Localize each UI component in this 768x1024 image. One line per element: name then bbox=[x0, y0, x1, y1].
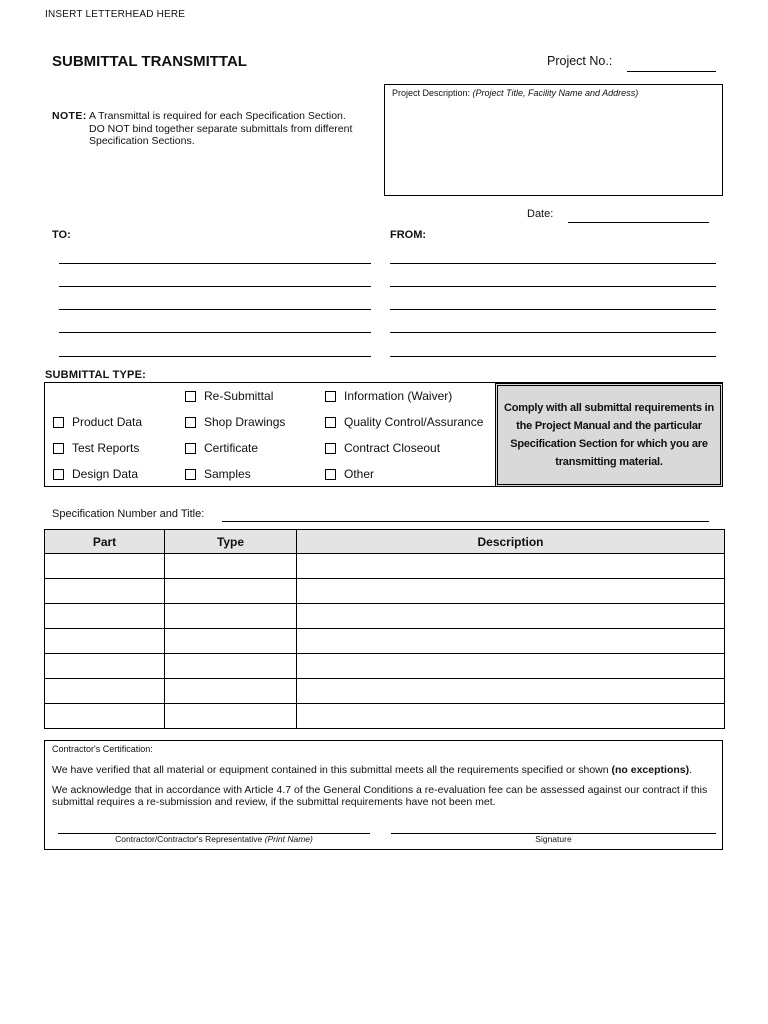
checkbox-label: Samples bbox=[204, 467, 251, 481]
cell-description[interactable] bbox=[297, 604, 725, 629]
representative-label-text: Contractor/Contractor's Representative bbox=[115, 834, 263, 844]
column-header-part: Part bbox=[45, 530, 165, 554]
to-line-3[interactable] bbox=[59, 294, 371, 310]
cell-description[interactable] bbox=[297, 654, 725, 679]
checkbox-samples[interactable] bbox=[185, 469, 196, 480]
checkbox-re-submittal[interactable] bbox=[185, 391, 196, 402]
from-line-5[interactable] bbox=[390, 341, 716, 357]
table-row bbox=[45, 679, 725, 704]
checkbox-label: Other bbox=[344, 467, 375, 481]
signature-field[interactable] bbox=[391, 820, 716, 834]
checkbox-design-data[interactable] bbox=[53, 469, 64, 480]
cell-part[interactable] bbox=[45, 654, 165, 679]
from-line-2[interactable] bbox=[390, 271, 716, 287]
project-description-title: Project Description: bbox=[392, 88, 471, 98]
cell-type[interactable] bbox=[165, 679, 297, 704]
table-row bbox=[45, 604, 725, 629]
project-description-label bbox=[392, 88, 638, 98]
representative-label-hint: (Print Name) bbox=[264, 834, 313, 844]
from-line-1[interactable] bbox=[390, 248, 716, 264]
checkbox-quality-control[interactable] bbox=[325, 417, 336, 428]
cell-description[interactable] bbox=[297, 629, 725, 654]
cell-part[interactable] bbox=[45, 629, 165, 654]
cell-description[interactable] bbox=[297, 704, 725, 729]
certification-statement bbox=[52, 764, 712, 776]
checkbox-test-reports[interactable] bbox=[53, 443, 64, 454]
table-row bbox=[45, 629, 725, 654]
cell-description[interactable] bbox=[297, 579, 725, 604]
cell-part[interactable] bbox=[45, 704, 165, 729]
checkbox-label: Shop Drawings bbox=[204, 415, 286, 429]
note-label: NOTE: bbox=[52, 110, 87, 122]
checkbox-label: Test Reports bbox=[72, 441, 140, 455]
checkbox-label: Quality Control/Assurance bbox=[344, 415, 484, 429]
from-line-4[interactable] bbox=[390, 317, 716, 333]
note-line: Specification Sections. bbox=[89, 135, 195, 147]
to-line-2[interactable] bbox=[59, 271, 371, 287]
certification-box bbox=[44, 740, 723, 850]
checkbox-label: Information (Waiver) bbox=[344, 389, 453, 403]
project-description-box[interactable] bbox=[384, 84, 723, 196]
table-row bbox=[45, 704, 725, 729]
date-label: Date: bbox=[527, 208, 554, 220]
certification-statement-end: . bbox=[689, 764, 693, 776]
note-text bbox=[89, 110, 352, 148]
checkbox-other[interactable] bbox=[325, 469, 336, 480]
checkbox-shop-drawings[interactable] bbox=[185, 417, 196, 428]
checkbox-label: Certificate bbox=[204, 441, 259, 455]
cell-part[interactable] bbox=[45, 554, 165, 579]
cell-type[interactable] bbox=[165, 629, 297, 654]
table-row bbox=[45, 554, 725, 579]
compliance-notice-text: Comply with all submittal requirements in the Project Manual and the particular Specification Section for which you are transmitting material. bbox=[503, 402, 714, 468]
cell-part[interactable] bbox=[45, 579, 165, 604]
parts-table bbox=[44, 529, 725, 729]
cell-type[interactable] bbox=[165, 604, 297, 629]
from-label: FROM: bbox=[390, 229, 427, 241]
checkbox-label: Design Data bbox=[72, 467, 139, 481]
column-header-description: Description bbox=[297, 530, 725, 554]
checkbox-label: Contract Closeout bbox=[344, 441, 441, 455]
checkbox-contract-closeout[interactable] bbox=[325, 443, 336, 454]
page-title: SUBMITTAL TRANSMITTAL bbox=[52, 53, 247, 70]
cell-type[interactable] bbox=[165, 554, 297, 579]
certification-label: Contractor's Certification: bbox=[52, 744, 153, 754]
to-label: TO: bbox=[52, 229, 71, 241]
cell-type[interactable] bbox=[165, 704, 297, 729]
checkbox-label: Product Data bbox=[72, 415, 143, 429]
compliance-notice bbox=[495, 383, 723, 487]
table-row bbox=[45, 654, 725, 679]
specification-label: Specification Number and Title: bbox=[52, 508, 205, 520]
table-row bbox=[45, 579, 725, 604]
table-header-row bbox=[45, 530, 725, 554]
representative-name-label bbox=[58, 834, 370, 844]
project-no-field[interactable] bbox=[627, 56, 716, 72]
column-header-type: Type bbox=[165, 530, 297, 554]
cell-part[interactable] bbox=[45, 604, 165, 629]
certification-acknowledgement: We acknowledge that in accordance with Article 4.7 of the General Conditions a re-evaluation fee can be assessed against our contract if this submittal requires a re-submission and review, if the submittal requirements have not been met. bbox=[52, 784, 708, 808]
cell-description[interactable] bbox=[297, 554, 725, 579]
project-no-label: Project No.: bbox=[547, 54, 613, 68]
checkbox-label: Re-Submittal bbox=[204, 389, 274, 403]
submittal-type-label: SUBMITTAL TYPE: bbox=[45, 369, 146, 381]
checkbox-information-waiver[interactable] bbox=[325, 391, 336, 402]
note-line: DO NOT bind together separate submittals from different bbox=[89, 122, 353, 135]
signature-label: Signature bbox=[535, 834, 572, 844]
certification-statement-text: We have verified that all material or equipment contained in this submittal meets all the requirements specified or shown bbox=[52, 764, 609, 776]
checkbox-product-data[interactable] bbox=[53, 417, 64, 428]
representative-name-field[interactable] bbox=[58, 820, 370, 834]
letterhead-placeholder: INSERT LETTERHEAD HERE bbox=[45, 9, 186, 20]
cell-type[interactable] bbox=[165, 654, 297, 679]
cell-part[interactable] bbox=[45, 679, 165, 704]
specification-field[interactable] bbox=[222, 507, 709, 522]
to-line-4[interactable] bbox=[59, 317, 371, 333]
date-field[interactable] bbox=[568, 208, 709, 223]
to-line-1[interactable] bbox=[59, 248, 371, 264]
certification-statement-emphasis: (no exceptions) bbox=[611, 764, 690, 776]
project-description-hint: (Project Title, Facility Name and Address) bbox=[472, 88, 639, 98]
checkbox-certificate[interactable] bbox=[185, 443, 196, 454]
from-line-3[interactable] bbox=[390, 294, 716, 310]
cell-type[interactable] bbox=[165, 579, 297, 604]
to-line-5[interactable] bbox=[59, 341, 371, 357]
note-line: A Transmittal is required for each Specification Section. bbox=[89, 110, 346, 122]
cell-description[interactable] bbox=[297, 679, 725, 704]
